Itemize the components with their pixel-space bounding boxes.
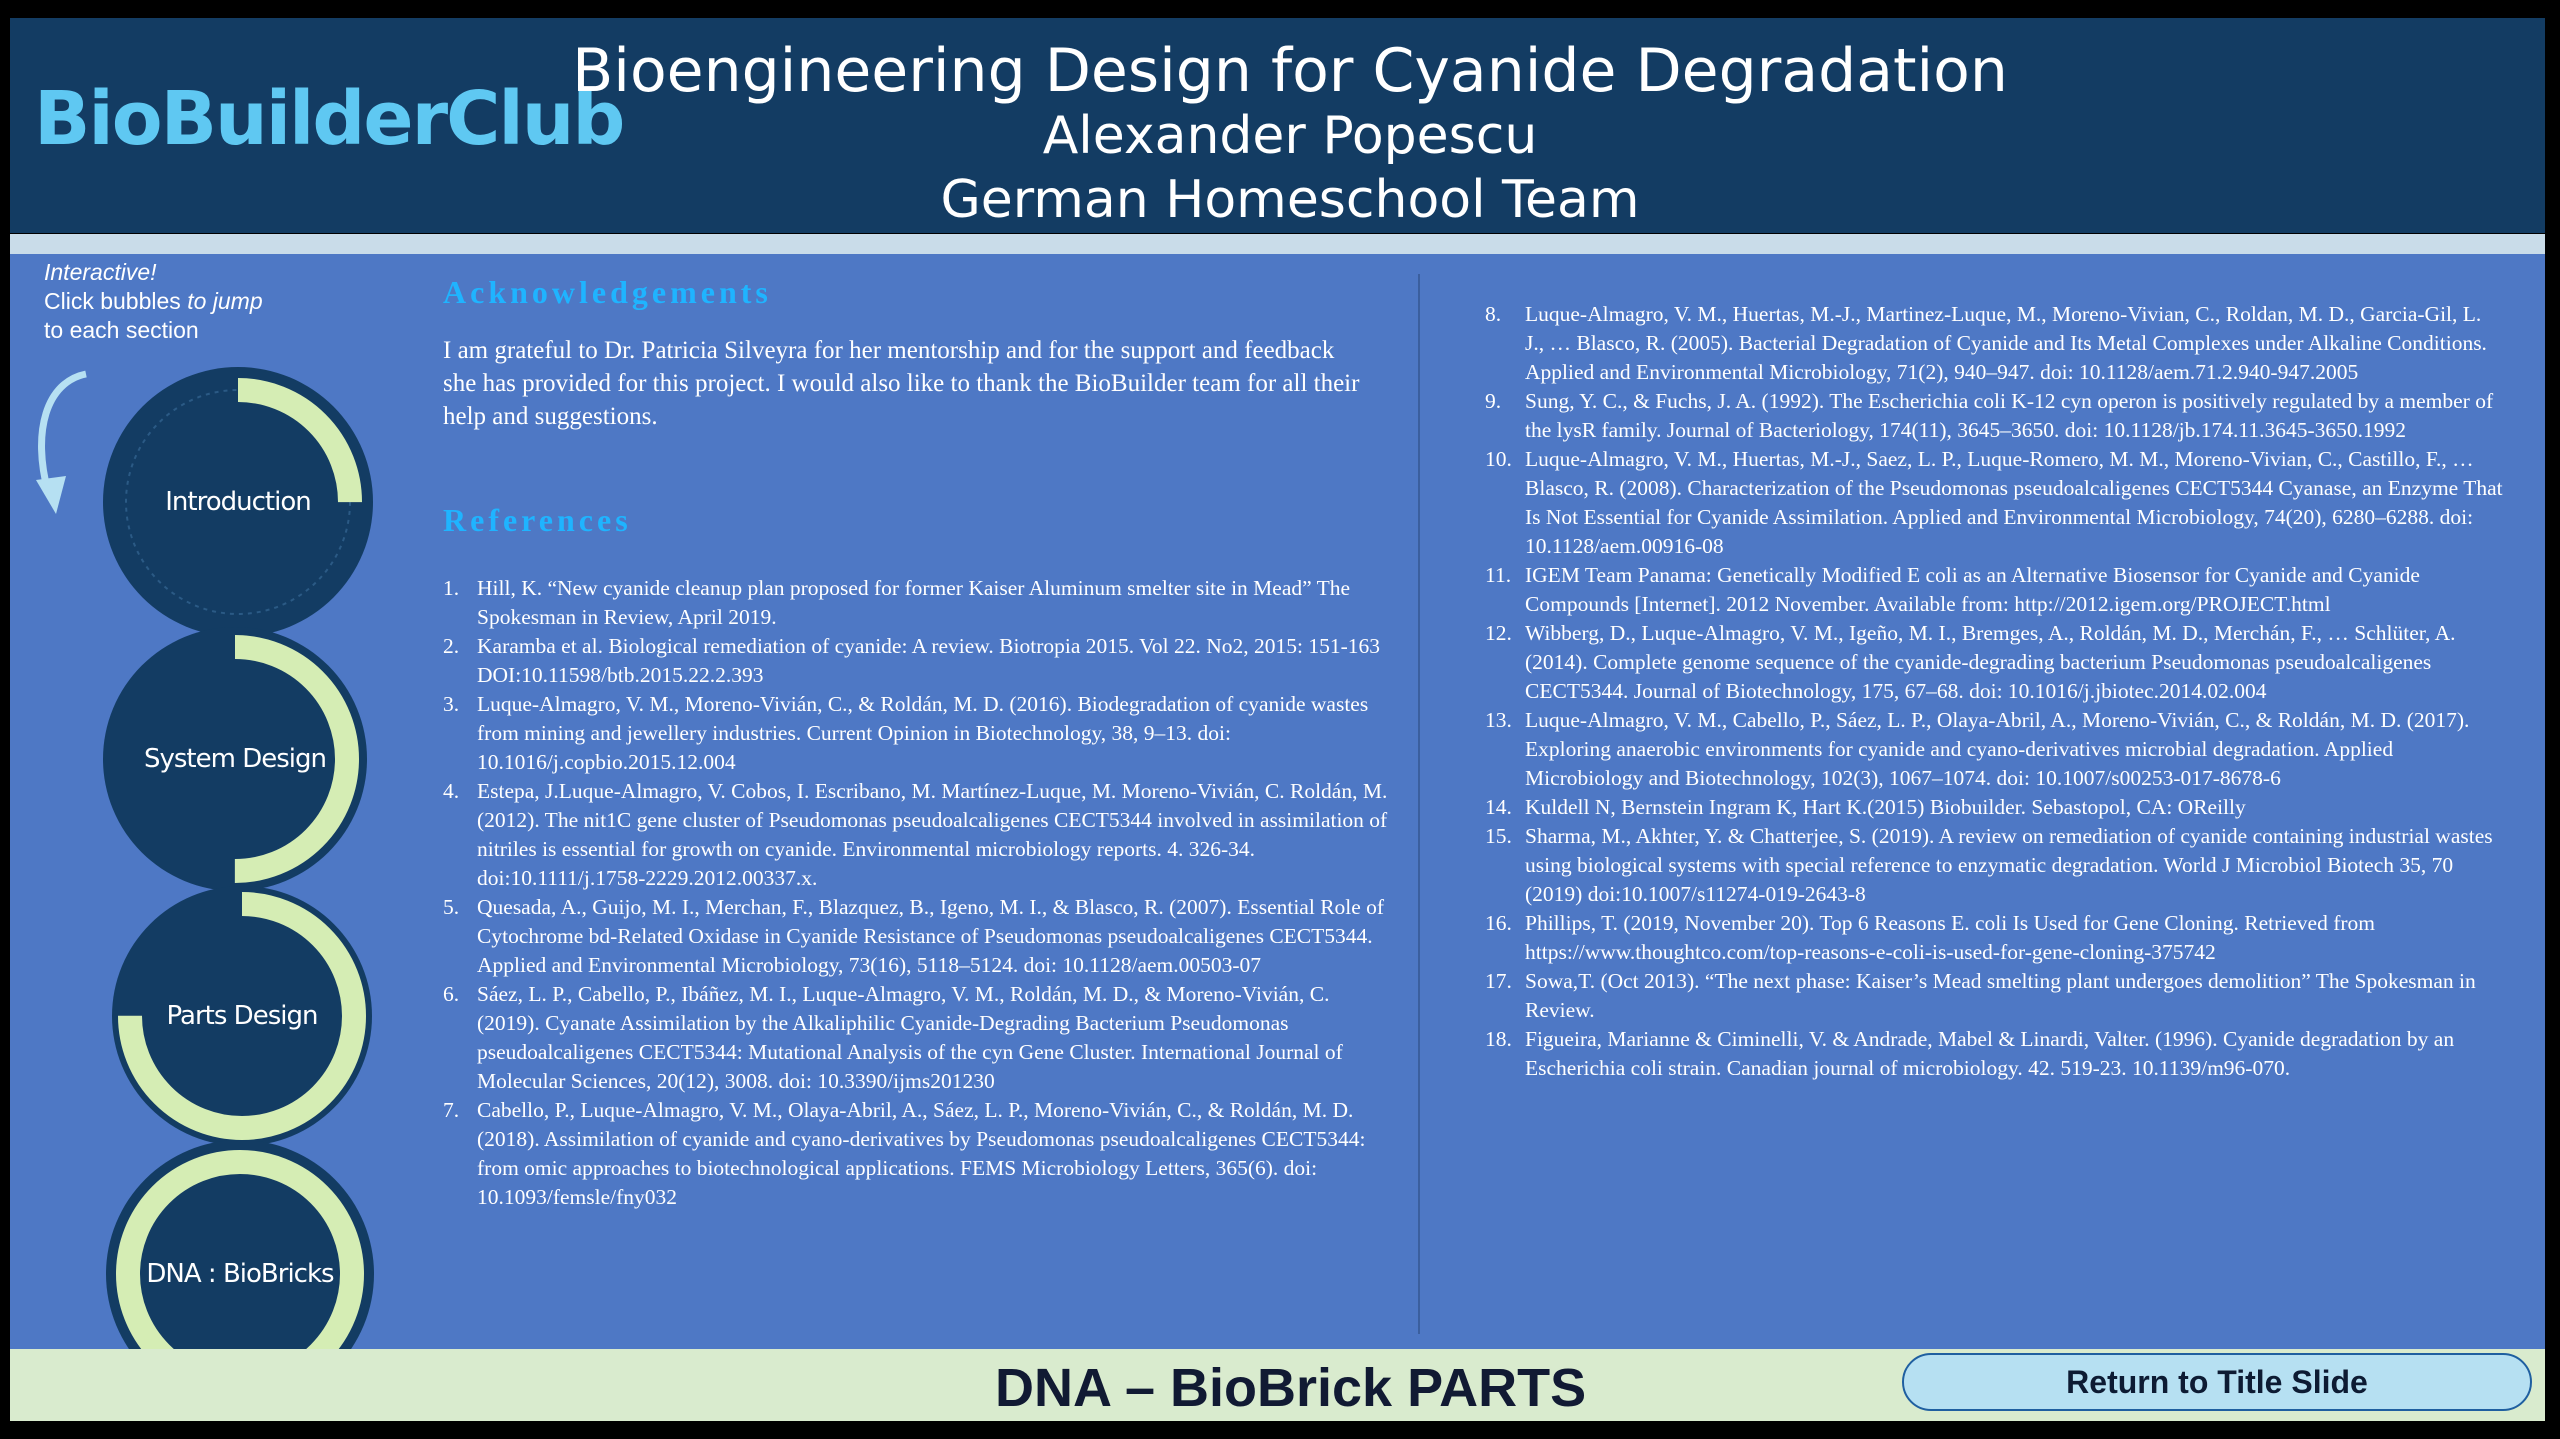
reference-item	[443, 690, 1395, 777]
reference-item	[1485, 619, 2505, 706]
return-to-title-button[interactable]: Return to Title Slide	[1902, 1353, 2532, 1411]
reference-number: 7.	[443, 1098, 460, 1122]
reference-number: 5.	[443, 895, 460, 919]
section-title: DNA – BioBrick PARTS	[995, 1358, 1587, 1418]
biobuilderclub-logo: BioBuilderClub	[34, 76, 624, 162]
team-name: German Homeschool Team	[940, 170, 1640, 230]
references-list-left	[443, 574, 1395, 1212]
reference-text: Hill, K. “New cyanide cleanup plan proposed for former Kaiser Aluminum smelter site in Mead” The Spokesman in Review, April 2019.	[477, 576, 1351, 629]
reference-text: Luque-Almagro, V. M., Moreno-Vivián, C., & Roldán, M. D. (2016). Biodegradation of cyanide wastes from mining and jewellery industries. Current Opinion in Biotechnology, 38, 9–13. doi: 10.1016/j.copbio.2015.12.004	[477, 692, 1369, 774]
reference-item	[443, 632, 1395, 690]
bubble-label-parts-design[interactable]: Parts Design	[166, 1001, 318, 1031]
reference-text: Estepa, J.Luque-Almagro, V. Cobos, I. Escribano, M. Martínez-Luque, M. Moreno-Vivián, C. Roldán, M. (2012). The nit1C gene cluster of Pseudomonas pseudoalcaligenes CECT5344 involved in assimilation of nitriles is essential for growth on cyanide. Environmental microbiology reports. 4. 326-34. doi:10.1111/j.1758-2229.2012.00337.x.	[477, 779, 1388, 890]
reference-number: 8.	[1485, 302, 1502, 326]
reference-number: 15.	[1485, 824, 1512, 848]
reference-text: Karamba et al. Biological remediation of cyanide: A review. Biotropia 2015. Vol 22. No2, 2015: 151-163 DOI:10.11598/btb.2015.22.2.393	[477, 634, 1381, 687]
references-heading: References	[443, 502, 632, 538]
reference-text: Sowa,T. (Oct 2013). “The next phase: Kaiser’s Mead smelting plant undergoes demolition” The Spokesman in Review.	[1525, 969, 2476, 1022]
reference-item	[1485, 706, 2505, 793]
reference-number: 3.	[443, 692, 460, 716]
reference-item	[1485, 793, 2505, 822]
reference-text: Kuldell N, Bernstein Ingram K, Hart K.(2015) Biobuilder. Sebastopol, CA: OReilly	[1525, 795, 2246, 819]
reference-text: Wibberg, D., Luque-Almagro, V. M., Igeño, M. I., Bremges, A., Roldán, M. D., Merchán, F., … Schlüter, A. (2014). Complete genome sequence of the cyanide-degrading bacterium Pseudomonas pseudoalcaligenes CECT5344. Journal of Biotechnology, 175, 67–68. doi: 10.1016/j.jbiotec.2014.02.004	[1525, 621, 2456, 703]
reference-item	[443, 1096, 1395, 1212]
reference-number: 18.	[1485, 1027, 1512, 1051]
reference-number: 2.	[443, 634, 460, 658]
reference-item	[443, 777, 1395, 893]
reference-number: 17.	[1485, 969, 1512, 993]
reference-number: 1.	[443, 576, 460, 600]
reference-number: 4.	[443, 779, 460, 803]
bubble-label-dna-biobricks[interactable]: DNA : BioBricks	[146, 1259, 334, 1289]
reference-number: 10.	[1485, 447, 1512, 471]
reference-item	[443, 980, 1395, 1096]
reference-text: Figueira, Marianne & Ciminelli, V. & Andrade, Mabel & Linardi, Valter. (1996). Cyanide degradation by an Escherichia coli strain. Canadian journal of microbiology. 42. 519-23. 10.1139/m96-070.	[1525, 1027, 2455, 1080]
reference-item	[443, 574, 1395, 632]
reference-item	[1485, 445, 2505, 561]
reference-text: Sáez, L. P., Cabello, P., Ibáñez, M. I., Luque-Almagro, V. M., Roldán, M. D., & Moreno-Vivián, C. (2019). Cyanate Assimilation by the Alkaliphilic Cyanide-Degrading Bacterium Pseudomonas pseudoalcaligenes CECT5344: Mutational Analysis of the cyn Gene Cluster. International Journal of Molecular Sciences, 20(12), 3008. doi: 10.3390/ijms201230	[477, 982, 1343, 1093]
author-name: Alexander Popescu	[1042, 106, 1538, 166]
bubble-system-design[interactable]	[95, 619, 375, 899]
acknowledgements-heading: Acknowledgements	[443, 274, 772, 310]
reference-text: Luque-Almagro, V. M., Cabello, P., Sáez, L. P., Olaya-Abril, A., Moreno-Vivián, C., & Roldán, M. D. (2017). Exploring anaerobic environments for cyanide and cyano-derivatives microbial degradation. Applied Microbiology and Biotechnology, 102(3), 1067–1074. doi: 10.1007/s00253-017-8678-6	[1525, 708, 2470, 790]
reference-number: 6.	[443, 982, 460, 1006]
reference-item	[1485, 909, 2505, 967]
acknowledgements-text: I am grateful to Dr. Patricia Silveyra for her mentorship and for the support and feedback she has provided for this project. I would also like to thank the BioBuilder team for all their help and suggestions.	[443, 337, 1360, 430]
bubble-label-system-design[interactable]: System Design	[144, 744, 326, 774]
footer-bar	[10, 1349, 2545, 1421]
reference-number: 12.	[1485, 621, 1512, 645]
hint-click-bubbles: Click bubbles	[44, 288, 188, 314]
content-panel	[10, 254, 2545, 1349]
references-list-right	[1485, 300, 2505, 1083]
poster-title: Bioengineering Design for Cyanide Degradation	[572, 36, 2008, 106]
reference-item	[1485, 822, 2505, 909]
title-banner	[10, 18, 2545, 233]
reference-item	[1485, 387, 2505, 445]
curved-arrow-icon	[26, 362, 106, 522]
reference-item	[1485, 1025, 2505, 1083]
reference-item	[1485, 300, 2505, 387]
reference-item	[1485, 561, 2505, 619]
reference-number: 9.	[1485, 389, 1502, 413]
reference-item	[443, 893, 1395, 980]
hint-interactive: Interactive!	[44, 259, 157, 285]
reference-text: Luque-Almagro, V. M., Huertas, M.-J., Martinez-Luque, M., Moreno-Vivian, C., Roldan, M. D., Garcia-Gil, L. J., … Blasco, R. (2005). Bacterial Degradation of Cyanide and Its Metal Complexes under Alkaline Conditions. Applied and Environmental Microbiology, 71(2), 940–947. doi: 10.1128/aem.71.2.940-947.2005	[1525, 302, 2487, 384]
navigation-hint	[44, 258, 263, 345]
hint-to-jump: to jump	[187, 288, 263, 314]
bubble-parts-design[interactable]	[102, 876, 382, 1156]
reference-text: Sharma, M., Akhter, Y. & Chatterjee, S. (2019). A review on remediation of cyanide containing industrial wastes using biological systems with special reference to enzymatic degradation. World J Microbiol Biotech 35, 70 (2019) doi:10.1007/s11274-019-2643-8	[1525, 824, 2493, 906]
reference-number: 13.	[1485, 708, 1512, 732]
reference-text: Phillips, T. (2019, November 20). Top 6 Reasons E. coli Is Used for Gene Cloning. Retrieved from https://www.thoughtco.com/top-reasons-e-coli-is-used-for-gene-cloning-375742	[1525, 911, 2376, 964]
reference-number: 14.	[1485, 795, 1512, 819]
header-divider	[10, 234, 2545, 254]
reference-text: Quesada, A., Guijo, M. I., Merchan, F., Blazquez, B., Igeno, M. I., & Blasco, R. (2007). Essential Role of Cytochrome bd-Related Oxidase in Cyanide Resistance of Pseudomonas pseudoalcaligenes CECT5344. Applied and Environmental Microbiology, 73(16), 5118–5124. doi: 10.1128/aem.00503-07	[477, 895, 1385, 977]
column-divider	[1418, 274, 1420, 1334]
bubble-label-introduction[interactable]: Introduction	[165, 487, 311, 517]
reference-text: Cabello, P., Luque-Almagro, V. M., Olaya-Abril, A., Sáez, L. P., Moreno-Vivián, C., & Roldán, M. D. (2018). Assimilation of cyanide and cyano-derivatives by Pseudomonas pseudoalcaligenes CECT5344: from omic approaches to biotechnological applications. FEMS Microbiology Letters, 365(6). doi: 10.1093/femsle/fny032	[477, 1098, 1366, 1209]
reference-number: 16.	[1485, 911, 1512, 935]
reference-text: IGEM Team Panama: Genetically Modified E coli as an Alternative Biosensor for Cyanide and Cyanide Compounds [Internet]. 2012 November. Available from: http://2012.igem.org/PROJECT.html	[1525, 563, 2420, 616]
reference-item	[1485, 967, 2505, 1025]
bubble-introduction[interactable]	[98, 362, 378, 642]
reference-number: 11.	[1485, 563, 1512, 587]
hint-each-section: to each section	[44, 317, 199, 343]
reference-text: Sung, Y. C., & Fuchs, J. A. (1992). The Escherichia coli K-12 cyn operon is positively regulated by a member of the lysR family. Journal of Bacteriology, 174(11), 3645–3650. doi: 10.1128/jb.174.11.3645-3650.1992	[1525, 389, 2494, 442]
reference-text: Luque-Almagro, V. M., Huertas, M.-J., Saez, L. P., Luque-Romero, M. M., Moreno-Vivian, C., Castillo, F., … Blasco, R. (2008). Characterization of the Pseudomonas pseudoalcaligenes CECT5344 Cyanase, an Enzyme That Is Not Essential for Cyanide Assimilation. Applied and Environmental Microbiology, 74(20), 6280–6288. doi: 10.1128/aem.00916-08	[1525, 447, 2503, 558]
